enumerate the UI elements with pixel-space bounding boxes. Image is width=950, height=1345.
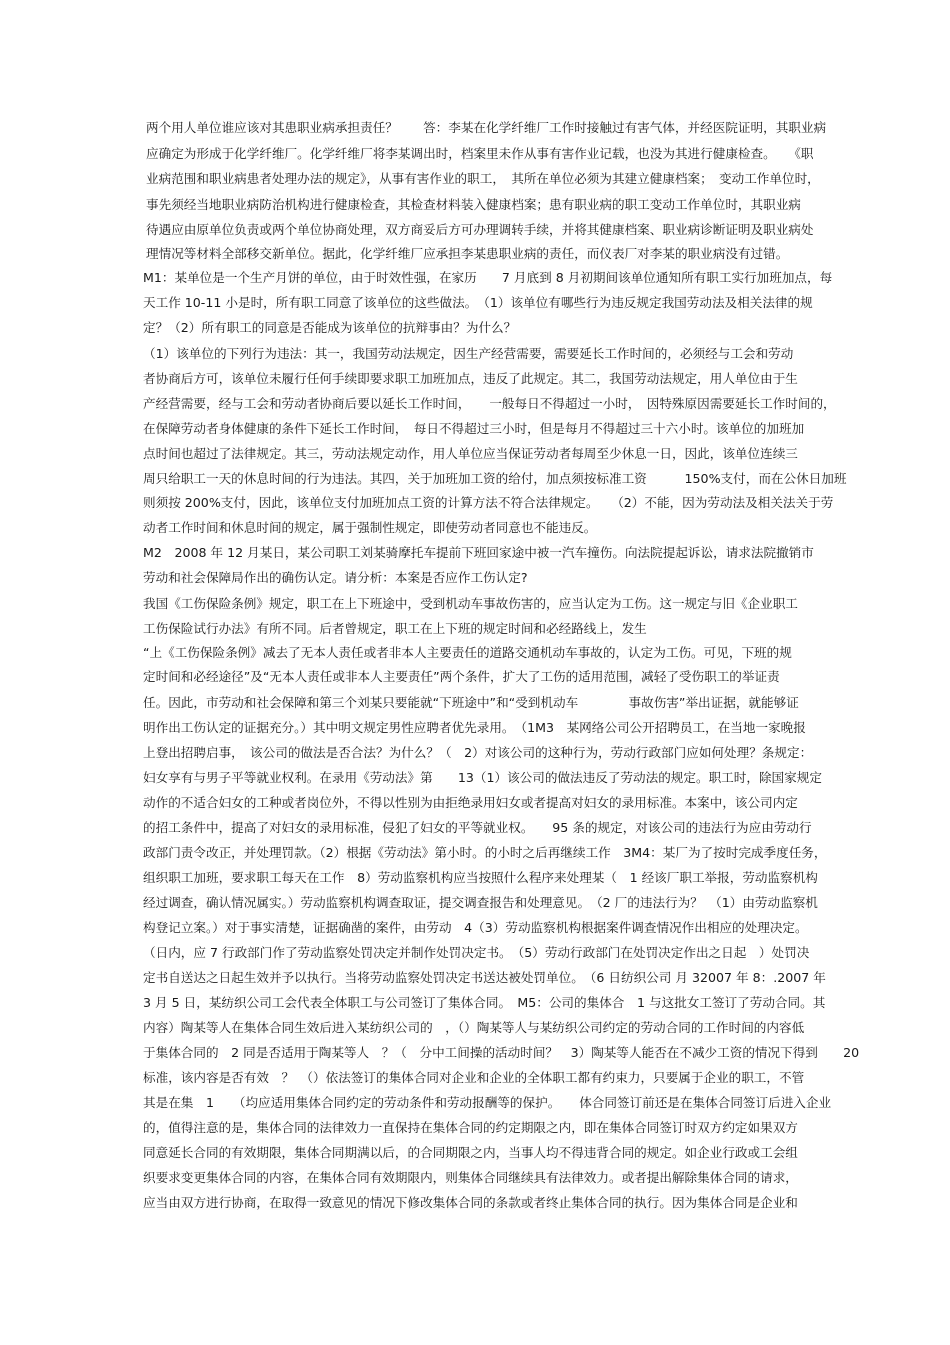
text-line: 我国《工伤保险条例》规定，职工在上下班途中，受到机动车事故伤害的，应当认定为工伤。这一规定与旧《企业职工 — [143, 596, 798, 611]
text-line: 经过调查，确认情况属实。）劳动监察机构调查取证，提交调查报告和处理意见。 （2 厂的违法行为？ （1）由劳动监察机 — [143, 895, 818, 910]
text-line: 的招工条件中，提高了对妇女的录用标准，侵犯了妇女的平等就业权。 95 条的规定，对该公司的违法行为应由劳动行 — [143, 820, 812, 835]
text-line: 应确定为形成于化学纤维厂。化学纤维厂将李某调出时，档案里未作从事有害作业记载，也没为其进行健康检查。 《职 — [146, 146, 814, 161]
text-line: 定？（2）所有职工的同意是否能成为该单位的抗辩事由？为什么？ — [143, 320, 517, 335]
text-line: 劳动和社会保障局作出的确伤认定。请分析：本案是否应作工伤认定? — [143, 570, 528, 585]
text-line: M2 2008 年 12 月某日，某公司职工刘某骑摩托车提前下班回家途中被一汽车撞伤。向法院提起诉讼，请求法院撤销市 — [143, 545, 814, 560]
text-line: 工伤保险试行办法》有所不同。后者曾规定，职工在上下班的规定时间和必经路线上，发生 — [143, 621, 647, 636]
text-line: 天工作 10-11 小是时，所有职工同意了该单位的这些做法。 （1）该单位有哪些行为违反规定我国劳动法及相关法律的规 — [143, 295, 813, 310]
text-line: 明作出工伤认定的证据充分。）其中明文规定男性应聘者优先录用。 （1M3 某网络公司公开招聘员工，在当地一家晚报 — [143, 720, 806, 735]
text-line: M1：某单位是一个生产月饼的单位，由于时效性强，在家历 7 月底到 8 月初期间该单位通知所有职工实行加班加点，每 — [143, 270, 833, 285]
text-line: 构登记立案。）对于事实清楚，证据确凿的案件，由劳动 4（3）劳动监察机构根据案件调查情况作出相应的处理决定。 — [143, 920, 808, 935]
text-line: 待遇应由原单位负责或两个单位协商处理，双方商妥后方可办理调转手续，并将其健康档案、职业病诊断证明及职业病处 — [146, 222, 814, 237]
text-line: 同意延长合同的有效期限，集体合同期满以后，的合同期限之内，当事人均不得违背合同的规定。如企业行政或工会组 — [143, 1145, 798, 1160]
text-line: 其是在集 1 （均应适用集体合同约定的劳动条件和劳动报酬等的保护。 体合同签订前还是在集体合同签订后进入企业 — [143, 1095, 832, 1110]
text-line: 于集体合同的 2 同是否适用于陶某等人 ？（ 分中工间操的活动时间？ 3）陶某等人能否在不减少工资的情况下得到 20 — [143, 1045, 860, 1060]
text-line: 则须按 200%支付，因此，该单位支付加班加点工资的计算方法不符合法律规定。 （2）不能，因为劳动法及相关法关于劳 — [143, 495, 834, 510]
text-line: 动作的不适合妇女的工种或者岗位外，不得以性别为由拒绝录用妇女或者提高对妇女的录用标准。本案中，该公司内定 — [143, 795, 798, 810]
text-line: （1）该单位的下列行为违法：其一，我国劳动法规定，因生产经营需要，需要延长工作时间的，必须经与工会和劳动 — [143, 346, 794, 361]
text-line: 内容）陶某等人在集体合同生效后进入某纺织公司的 ，（）陶某等人与某纺织公司约定的劳动合同的工作时间的内容低 — [143, 1020, 805, 1035]
text-line: 3 月 5 日，某纺织公司工会代表全体职工与公司签订了集体合同。 M5：公司的集体合 1 与这批女工签订了劳动合同。其 — [143, 995, 826, 1010]
text-line: 标准，该内容是否有效 ？ （）依法签订的集体合同对企业和企业的全体职工都有约束力，只要属于企业的职工，不管 — [143, 1070, 805, 1085]
text-line: 点时间也超过了法律规定。其三，劳动法规定动作，用人单位应当保证劳动者每周至少休息一日，因此，该单位连续三 — [143, 446, 798, 461]
text-line: 周只给职工一天的休息时间的行为违法。其四，关于加班加工资的给付，加点须按标准工资 150%支付，而在公休日加班 — [143, 471, 847, 486]
text-line: 妇女享有与男子平等就业权利。在录用《劳动法》第 13（1）该公司的做法违反了劳动法的规定。职工时，除国家规定 — [143, 770, 822, 785]
text-line: “上《工伤保险条例》减去了无本人责任或者非本人主要责任的道路交通机动车事故的，认定为工伤。可见，下班的规 — [143, 645, 792, 660]
text-line: 两个用人单位谁应该对其患职业病承担责任？ 答：李某在化学纤维厂工作时接触过有害气体，并经医院证明，其职业病 — [146, 120, 827, 135]
text-line: 事先须经当地职业病防治机构进行健康检查，其检查材料装入健康档案；患有职业病的职工变动工作单位时，其职业病 — [146, 197, 801, 212]
text-line: 任。因此，市劳动和社会保障和第三个刘某只要能就“下班途中”和“受到机动车 事故伤害”举出证据，就能够证 — [143, 695, 799, 710]
text-line: 织要求变更集体合同的内容，在集体合同有效期限内，则集体合同继续具有法律效力。或者提出解除集体合同的请求， — [143, 1170, 798, 1185]
text-line: 业病范围和职业病患者处理办法的规定》，从事有害作业的职工， 其所在单位必须为其建立健康档案； 变动工作单位时， — [146, 171, 820, 186]
text-line: 应当由双方进行协商，在取得一致意见的情况下修改集体合同的条款或者终止集体合同的执行。因为集体合同是企业和 — [143, 1195, 798, 1210]
text-line: 上登出招聘启事， 该公司的做法是否合法？为什么？（ 2）对该公司的这种行为，劳动行政部门应如何处理？条规定： — [143, 745, 813, 760]
text-line: 产经营需要，经与工会和劳动者协商后要以延长工作时间， 一般每日不得超过一小时， 因特殊原因需要延长工作时间的， — [143, 396, 836, 411]
text-line: 的，值得注意的是，集体合同的法律效力一直保持在集体合同的约定期限之内，即在集体合同签订时双方约定如果双方 — [143, 1120, 798, 1135]
text-line: （日内，应 7 行政部门作了劳动监察处罚决定并制作处罚决定书。 （5）劳动行政部门在处罚决定作出之日起 ）处罚决 — [143, 945, 810, 960]
text-line: 动者工作时间和休息时间的规定，属于强制性规定，即使劳动者同意也不能违反。 — [143, 520, 597, 535]
text-line: 在保障劳动者身体健康的条件下延长工作时间， 每日不得超过三小时，但是每月不得超过三十六小时。该单位的加班加 — [143, 421, 805, 436]
text-line: 定时间和必经途径”及“无本人责任或非本人主要责任”两个条件，扩大了工伤的适用范围，减轻了受伤职工的举证责 — [143, 669, 780, 684]
text-line: 政部门责令改正，并处理罚款。（2）根据《劳动法》第小时。的小时之后再继续工作 3M4：某厂为了按时完成季度任务， — [143, 845, 827, 860]
text-line: 理情况等材料全部移交新单位。据此，化学纤维厂应承担李某患职业病的责任，而仪表厂对李某的职业病没有过错。 — [146, 246, 789, 261]
text-line: 组织职工加班，要求职工每天在工作 8）劳动监察机构应当按照什么程序来处理某（ 1 经该厂职工举报，劳动监察机构 — [143, 870, 818, 885]
text-line: 者协商后方可，该单位未履行任何手续即要求职工加班加点，违反了此规定。其二，我国劳动法规定，用人单位由于生 — [143, 371, 798, 386]
text-line: 定书自送达之日起生效并予以执行。当将劳动监察处罚决定书送达被处罚单位。 （6 日纺织公司 月 32007 年 8：.2007 年 — [143, 970, 826, 985]
